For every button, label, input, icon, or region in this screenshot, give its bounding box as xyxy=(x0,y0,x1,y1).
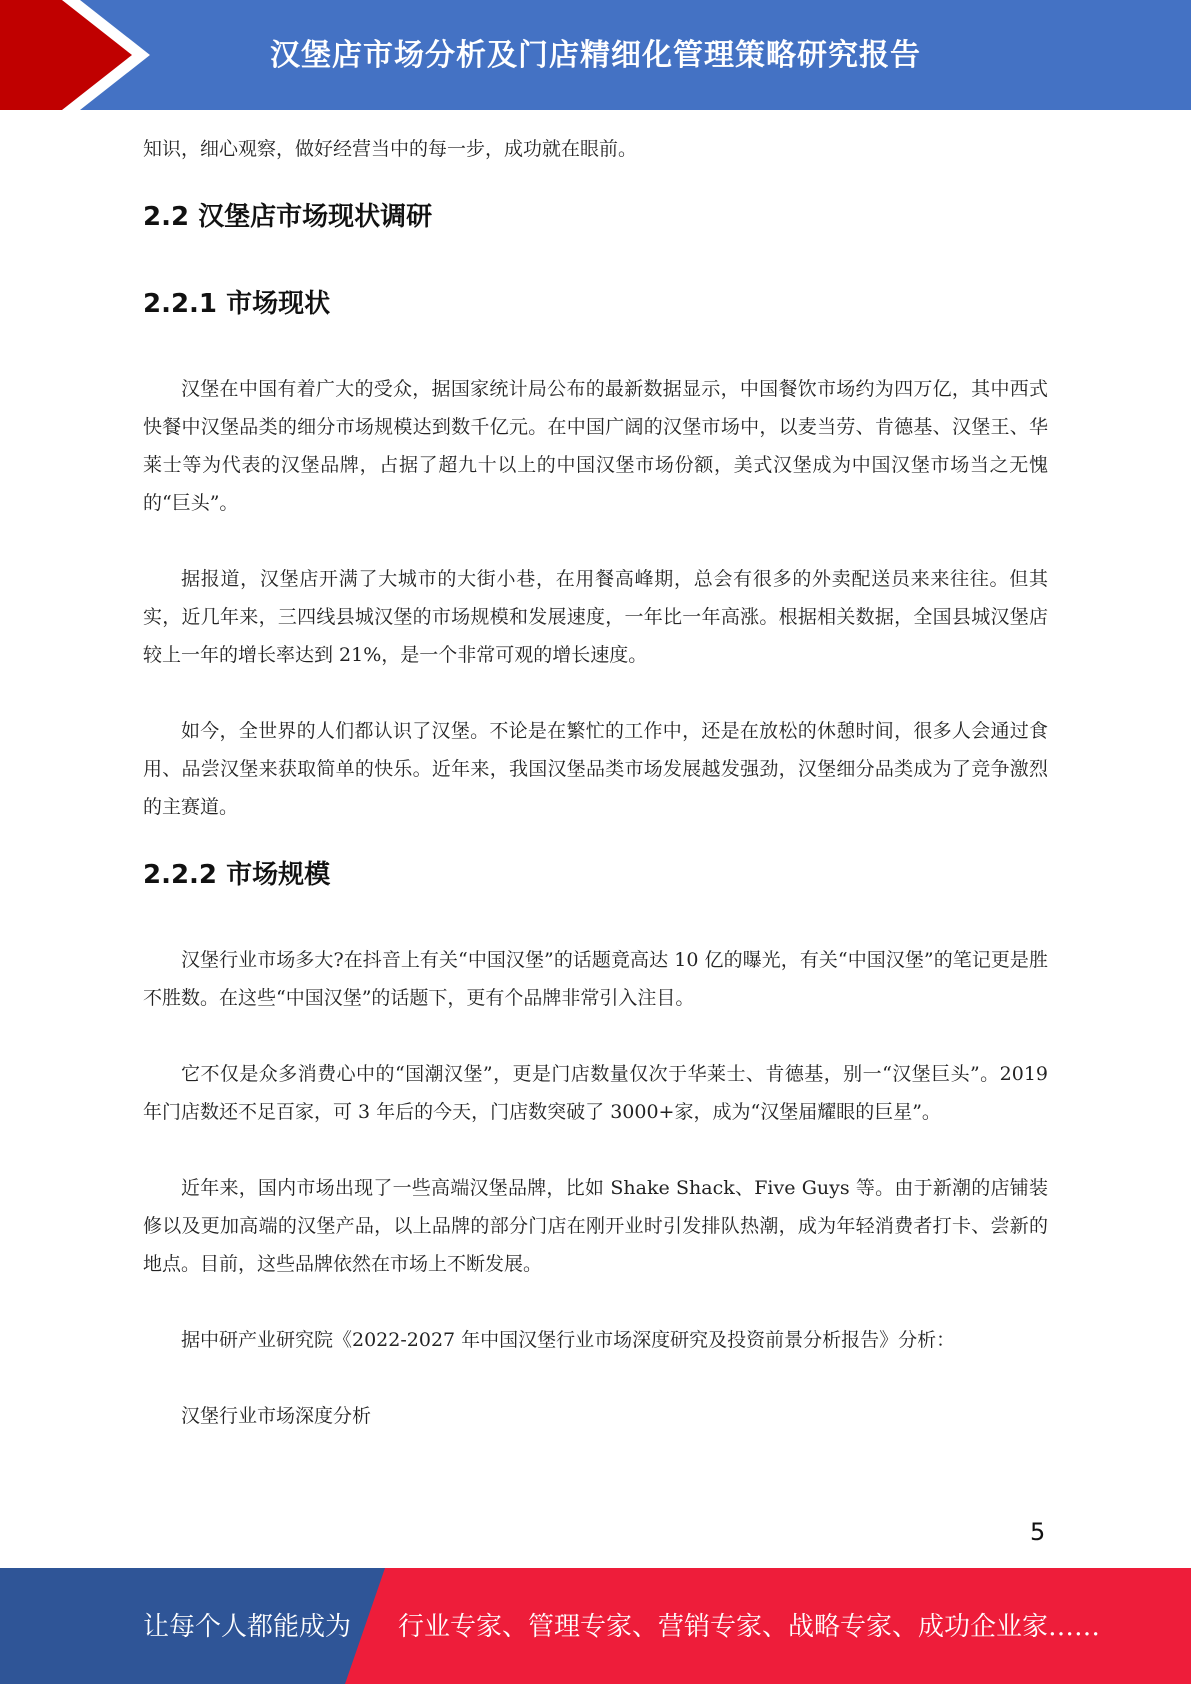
page-header xyxy=(0,0,1191,110)
paragraph: 汉堡行业市场多大?在抖音上有关“中国汉堡”的话题竟高达 10 亿的曝光，有关“中国汉堡”的笔记更是胜不胜数。在这些“中国汉堡”的话题下，更有个品牌非常引入注目。 xyxy=(143,949,1048,1009)
footer-slogan-right: 行业专家、管理专家、营销专家、战略专家、成功企业家…… xyxy=(398,1612,1101,1642)
paragraph: 它不仅是众多消费心中的“国潮汉堡”，更是门店数量仅次于华莱士、肯德基，别一“汉堡巨头”。2019 年门店数还不足百家，可 3 年后的今天，门店数突破了 3000+家，成为“汉堡届耀眼的巨星”。 xyxy=(143,1063,1048,1123)
paragraph: 据报道，汉堡店开满了大城市的大街小巷，在用餐高峰期，总会有很多的外卖配送员来来往往。但其实，近几年来，三四线县城汉堡的市场规模和发展速度，一年比一年高涨。根据相关数据，全国县城汉堡店较上一年的增长率达到 21%，是一个非常可观的增长速度。 xyxy=(143,568,1048,666)
paragraph: 如今，全世界的人们都认识了汉堡。不论是在繁忙的工作中，还是在放松的休憩时间，很多人会通过食用、品尝汉堡来获取简单的快乐。近年来，我国汉堡品类市场发展越发强劲，汉堡细分品类成为了竞争激烈的主赛道。 xyxy=(143,720,1048,818)
section-heading-2-2-2: 2.2.2 市场规模 xyxy=(143,860,331,890)
footer-slogan-left: 让每个人都能成为 xyxy=(143,1612,352,1642)
intro-line: 知识，细心观察，做好经营当中的每一步，成功就在眼前。 xyxy=(143,138,638,160)
document-title: 汉堡店市场分析及门店精细化管理策略研究报告 xyxy=(270,38,921,73)
section-heading-2-2: 2.2 汉堡店市场现状调研 xyxy=(143,202,433,232)
section-heading-2-2-1: 2.2.1 市场现状 xyxy=(143,289,331,319)
paragraph: 近年来，国内市场出现了一些高端汉堡品牌，比如 Shake Shack、Five Guys 等。由于新潮的店铺装修以及更加高端的汉堡产品，以上品牌的部分门店在刚开业时引发排队热潮，成为年轻消费者打卡、尝新的地点。目前，这些品牌依然在市场上不断发展。 xyxy=(143,1177,1048,1275)
paragraph: 汉堡在中国有着广大的受众，据国家统计局公布的最新数据显示，中国餐饮市场约为四万亿，其中西式快餐中汉堡品类的细分市场规模达到数千亿元。在中国广阔的汉堡市场中，以麦当劳、肯德基、汉堡王、华莱士等为代表的汉堡品牌，占据了超九十以上的中国汉堡市场份额，美式汉堡成为中国汉堡市场当之无愧的“巨头”。 xyxy=(143,378,1048,514)
paragraph: 据中研产业研究院《2022-2027 年中国汉堡行业市场深度研究及投资前景分析报告》分析： xyxy=(181,1329,956,1351)
page-content xyxy=(143,130,1048,1435)
page-footer xyxy=(0,1568,1191,1684)
paragraph: 汉堡行业市场深度分析 xyxy=(181,1405,372,1427)
header-chevron-icon xyxy=(0,0,160,110)
page-number: 5 xyxy=(1030,1518,1046,1546)
